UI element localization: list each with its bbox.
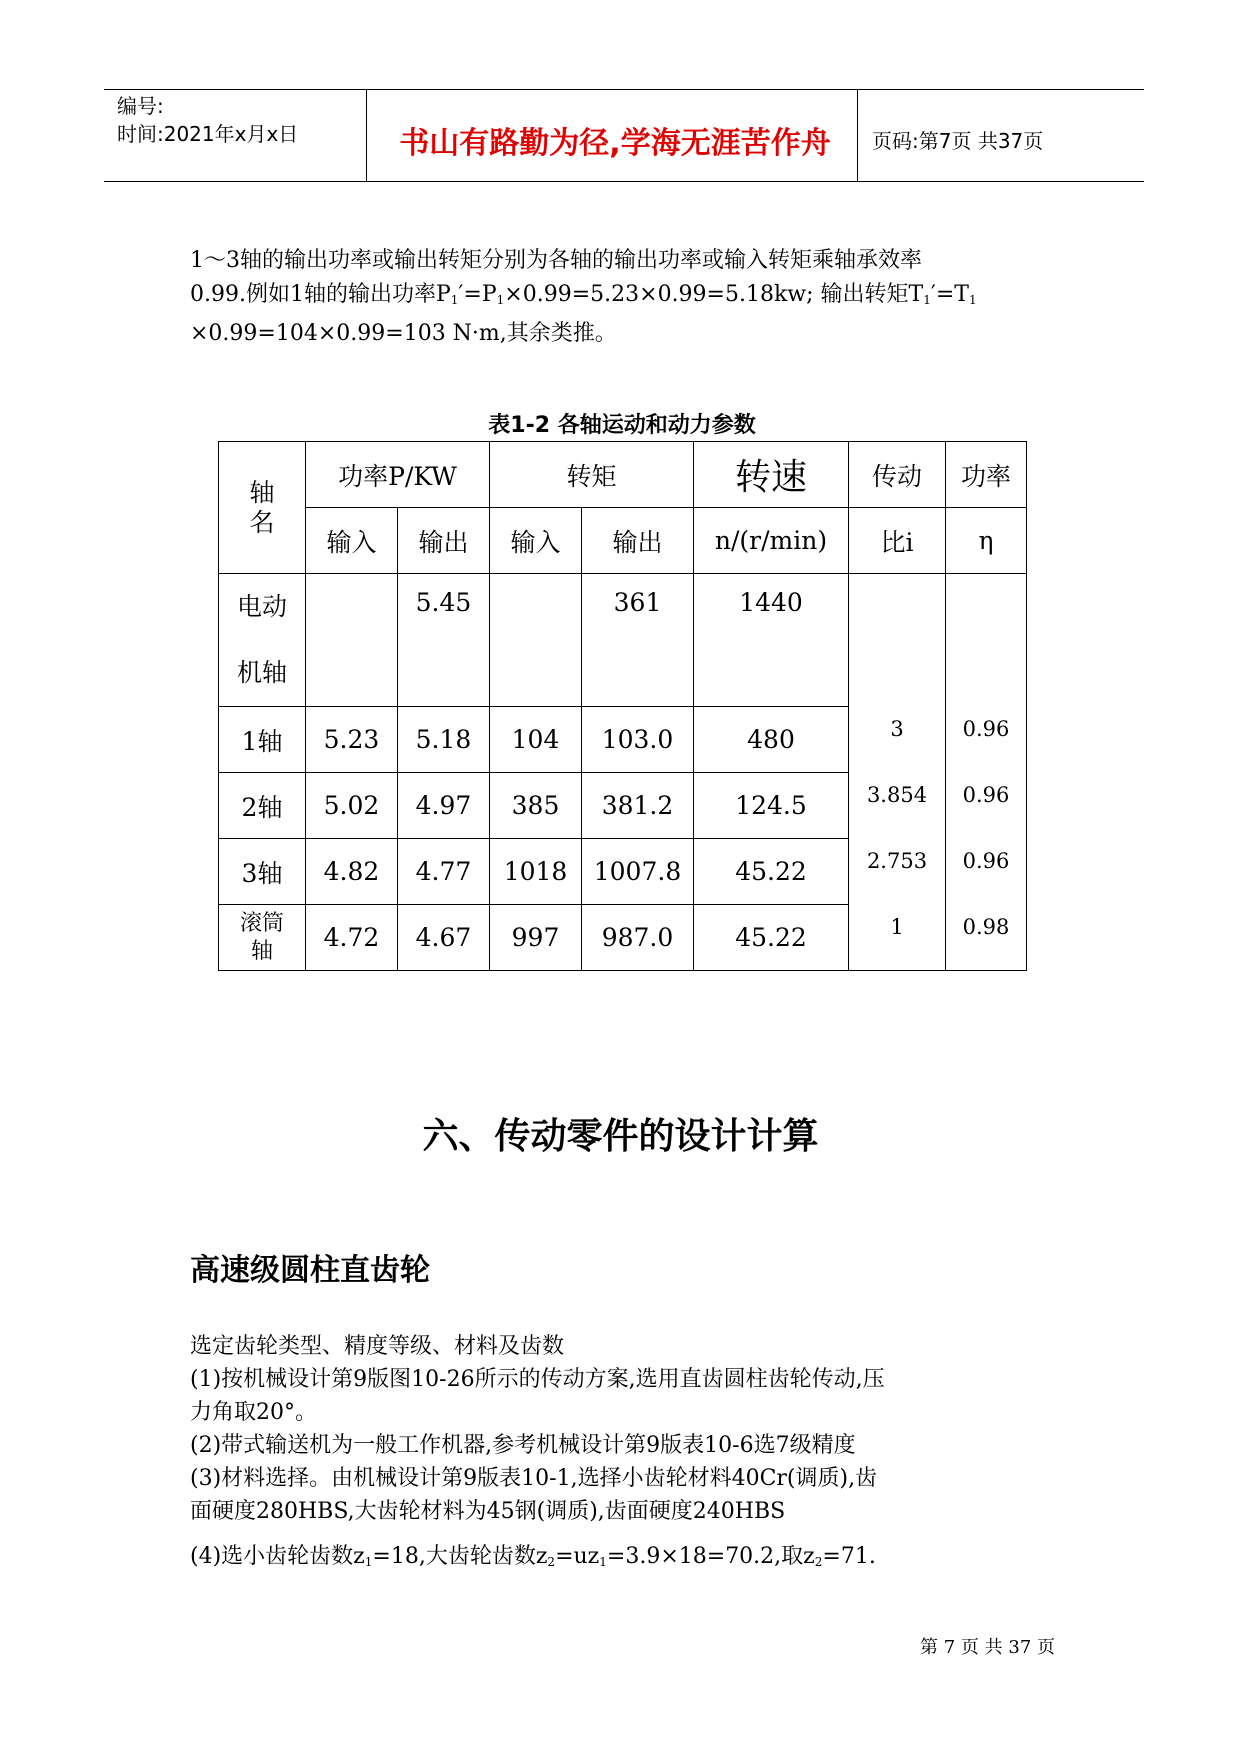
cell-power-in: 5.23 <box>306 707 398 773</box>
intro-paragraph <box>190 244 1070 351</box>
cell-speed <box>694 574 849 707</box>
header-ratio-label: 比i <box>849 508 946 574</box>
header-speed-unit: n/(r/min) <box>694 508 849 574</box>
cell-torque-out: 381.2 <box>582 773 694 839</box>
cell-power-in: 5.02 <box>306 773 398 839</box>
cell-power-in: 4.72 <box>306 905 398 971</box>
subscript: 1 <box>968 293 977 307</box>
row-name <box>219 905 306 971</box>
efficiency-column <box>946 574 1027 971</box>
table-caption: 表1-2 各轴运动和动力参数 <box>488 413 756 438</box>
body-text <box>190 1330 1070 1579</box>
header-motto: 书山有路勤为径,学海无涯苦作舟 <box>399 126 831 161</box>
cell-power-out: 5.18 <box>398 707 490 773</box>
time-label: 时间:2021年x月x日 <box>117 122 299 146</box>
cell-power-out: 4.77 <box>398 839 490 905</box>
cell-torque-out <box>582 574 694 707</box>
cell-speed: 480 <box>694 707 849 773</box>
cell-speed: 45.22 <box>694 839 849 905</box>
header-power-output: 输出 <box>398 508 490 574</box>
subscript: 1 <box>450 293 459 307</box>
header-ratio: 传动 <box>849 442 946 508</box>
cell-efficiency: 0.96 <box>962 849 1010 873</box>
cell-ratio: 3 <box>890 717 904 741</box>
ratio-column <box>849 574 946 971</box>
body-line: (3)材料选择。由机械设计第9版表10-1,选择小齿轮材料40Cr(调质),齿 <box>190 1466 878 1491</box>
header-speed: 转速 <box>694 442 849 508</box>
table-row <box>219 574 1027 707</box>
cell-torque-out: 987.0 <box>582 905 694 971</box>
cell-value: 361 <box>613 588 662 617</box>
cell-torque-in <box>490 574 582 707</box>
header-efficiency: 功率 <box>946 442 1027 508</box>
serial-label: 编号: <box>117 94 164 118</box>
row-name-line: 轴 <box>250 938 273 964</box>
body-line: 面硬度280HBS,大齿轮材料为45钢(调质),齿面硬度240HBS <box>190 1499 786 1524</box>
cell-power-out: 4.67 <box>398 905 490 971</box>
row-name-line: 滚筒 <box>239 910 284 936</box>
header-power-input: 输入 <box>306 508 398 574</box>
cell-ratio: 1 <box>890 915 904 939</box>
row-name: 3轴 <box>219 839 306 905</box>
cell-power-out <box>398 574 490 707</box>
intro-text: 0.99.例如1轴的输出功率P <box>190 282 451 307</box>
cell-torque-in: 1018 <box>490 839 582 905</box>
page-footer: 第 7 页 共 37 页 <box>920 1637 1055 1658</box>
cell-value: 1440 <box>739 588 803 617</box>
body-text-fragment: =3.9×18=70.2,取z <box>606 1544 815 1569</box>
cell-power-in: 4.82 <box>306 839 398 905</box>
cell-efficiency: 0.96 <box>962 783 1010 807</box>
subscript: 2 <box>814 1555 823 1569</box>
header-torque-input: 输入 <box>490 508 582 574</box>
header-top-rule <box>104 89 1144 90</box>
cell-efficiency: 0.98 <box>962 915 1010 939</box>
body-line: (1)按机械设计第9版图10-26所示的传动方案,选用直齿圆柱齿轮传动,压 <box>190 1367 885 1392</box>
body-text-fragment: =18,大齿轮齿数z <box>372 1544 548 1569</box>
cell-power-out: 4.97 <box>398 773 490 839</box>
cell-torque-in: 104 <box>490 707 582 773</box>
subsection-title: 高速级圆柱直齿轮 <box>190 1253 430 1288</box>
intro-line-3: ×0.99=104×0.99=103 N·m,其余类推。 <box>190 321 617 346</box>
cell-ratio: 3.854 <box>866 783 928 807</box>
cell-torque-in: 997 <box>490 905 582 971</box>
header-text: 轴名 <box>249 477 275 537</box>
intro-text: ′=T <box>930 282 969 307</box>
subscript: 1 <box>923 293 931 307</box>
cell-value: 5.45 <box>415 588 472 617</box>
subscript: 2 <box>547 1555 556 1569</box>
subscript: 1 <box>364 1555 373 1569</box>
intro-text: ×0.99=5.23×0.99=5.18kw; 输出转矩T <box>504 282 924 307</box>
row-name-line: 电动 <box>236 592 287 621</box>
header-power: 功率P/KW <box>306 442 490 508</box>
header-divider-left <box>366 89 367 181</box>
header-torque: 转矩 <box>490 442 694 508</box>
axis-parameters-table <box>218 441 1027 971</box>
body-text-fragment: =71. <box>822 1544 876 1569</box>
cell-power-in <box>306 574 398 707</box>
body-line: 力角取20°。 <box>190 1400 317 1425</box>
cell-ratio: 2.753 <box>866 849 928 873</box>
section-title: 六、传动零件的设计计算 <box>422 1116 819 1157</box>
cell-speed: 124.5 <box>694 773 849 839</box>
subscript: 1 <box>496 293 505 307</box>
header-axis-name <box>219 442 306 574</box>
row-name: 1轴 <box>219 707 306 773</box>
intro-text: ′=P <box>458 282 497 307</box>
row-name: 2轴 <box>219 773 306 839</box>
body-text-fragment: (4)选小齿轮齿数z <box>190 1544 365 1569</box>
header-bottom-rule <box>104 181 1144 182</box>
cell-torque-out: 1007.8 <box>582 839 694 905</box>
cell-torque-out: 103.0 <box>582 707 694 773</box>
body-line <box>190 1540 1070 1579</box>
intro-line-2 <box>190 278 1070 317</box>
intro-line-1: 1～3轴的输出功率或输出转矩分别为各轴的输出功率或输入转矩乘轴承效率 <box>190 248 922 273</box>
row-name-line: 机轴 <box>236 658 287 687</box>
body-line: (2)带式输送机为一般工作机器,参考机械设计第9版表10-6选7级精度 <box>190 1433 856 1458</box>
cell-speed: 45.22 <box>694 905 849 971</box>
header-page-info: 页码:第7页 共37页 <box>872 129 1044 153</box>
header-meta <box>117 92 298 148</box>
subscript: 1 <box>599 1555 607 1569</box>
body-line: 选定齿轮类型、精度等级、材料及齿数 <box>190 1334 565 1359</box>
cell-torque-in: 385 <box>490 773 582 839</box>
header-eff-symbol: η <box>946 508 1027 574</box>
row-name <box>219 574 306 707</box>
body-text-fragment: =uz <box>555 1544 600 1569</box>
cell-efficiency: 0.96 <box>962 717 1010 741</box>
header-torque-output: 输出 <box>582 508 694 574</box>
